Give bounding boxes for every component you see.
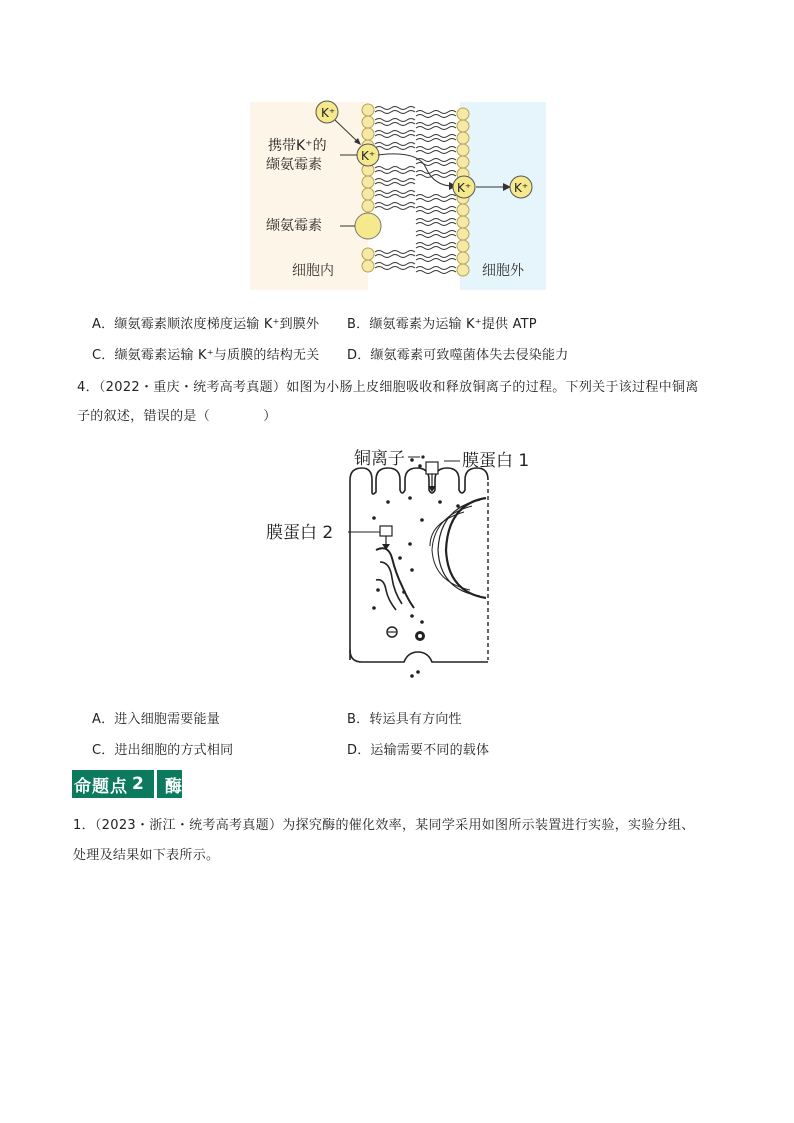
inside-label: 细胞内 [292,263,334,279]
valinomycin-diagram [248,98,548,294]
q4-stem-line1: 4．（2022・重庆・统考高考真题）如图为小肠上皮细胞吸收和释放铜离子的过程。下列关于该过程中铜离 [77,380,699,395]
q4-option-a[interactable]: A．进入细胞需要能量 [92,712,220,727]
svg-text:K⁺: K⁺ [361,149,376,163]
cell-outside-region [460,102,546,290]
cell-basal-membrane [350,650,488,662]
copper-ion-label: 铜离子 [354,449,405,469]
protein1-label: 膜蛋白 1 [462,451,530,471]
carrier-label: 携带K⁺的 [268,138,327,154]
section-divider [154,770,157,798]
membrane-protein-1 [426,462,438,492]
k-ion-released [453,176,475,198]
section-title: 命题点 [74,776,128,797]
q3-option-d[interactable]: D．缬氨霉素可致噬菌体失去侵染能力 [347,348,569,363]
q4-stem-line2: 子的叙述，错误的是（ ） [77,409,277,424]
q4-option-c[interactable]: C．进出细胞的方式相同 [92,743,234,758]
cell-inside-region [250,102,368,290]
valinomycin-label: 缬氨霉素 [266,218,322,234]
q4-option-b[interactable]: B．转运具有方向性 [347,712,462,727]
q3-option-a[interactable]: A．缬氨霉素顺浓度梯度运输 K⁺到膜外 [92,317,320,332]
q4-option-d[interactable]: D．运输需要不同的载体 [347,743,490,758]
k-ion-outside [510,176,532,198]
k-ion-inside-free [316,101,338,123]
section-topic: 酶 [164,776,182,797]
golgi-membrane [376,548,414,608]
section-number: 2 [132,774,144,794]
carrier-label-2: 缬氨霉素 [266,157,322,173]
outside-label: 细胞外 [482,263,524,279]
q3-option-c[interactable]: C．缬氨霉素运输 K⁺与质膜的结构无关 [92,348,320,363]
protein2-label: 膜蛋白 2 [266,523,334,543]
svg-text:K⁺: K⁺ [514,181,529,195]
copper-ions [372,458,460,678]
q1-stem-line1: 1．（2023・浙江・统考高考真题）为探究酶的催化效率，某同学采用如图所示装置进行实验，实验分组、 [73,818,695,833]
q3-option-b[interactable]: B．缬氨霉素为运输 K⁺提供 ATP [347,317,537,332]
k-ion-carried [357,144,379,166]
membrane-protein-2 [380,526,392,550]
svg-text:K⁺: K⁺ [321,106,336,120]
section-header [72,770,182,798]
q1-stem-line2: 处理及结果如下表所示。 [73,848,220,863]
valinomycin-molecule [355,213,381,239]
epithelial-cell-diagram [262,440,552,680]
svg-text:K⁺: K⁺ [457,181,472,195]
